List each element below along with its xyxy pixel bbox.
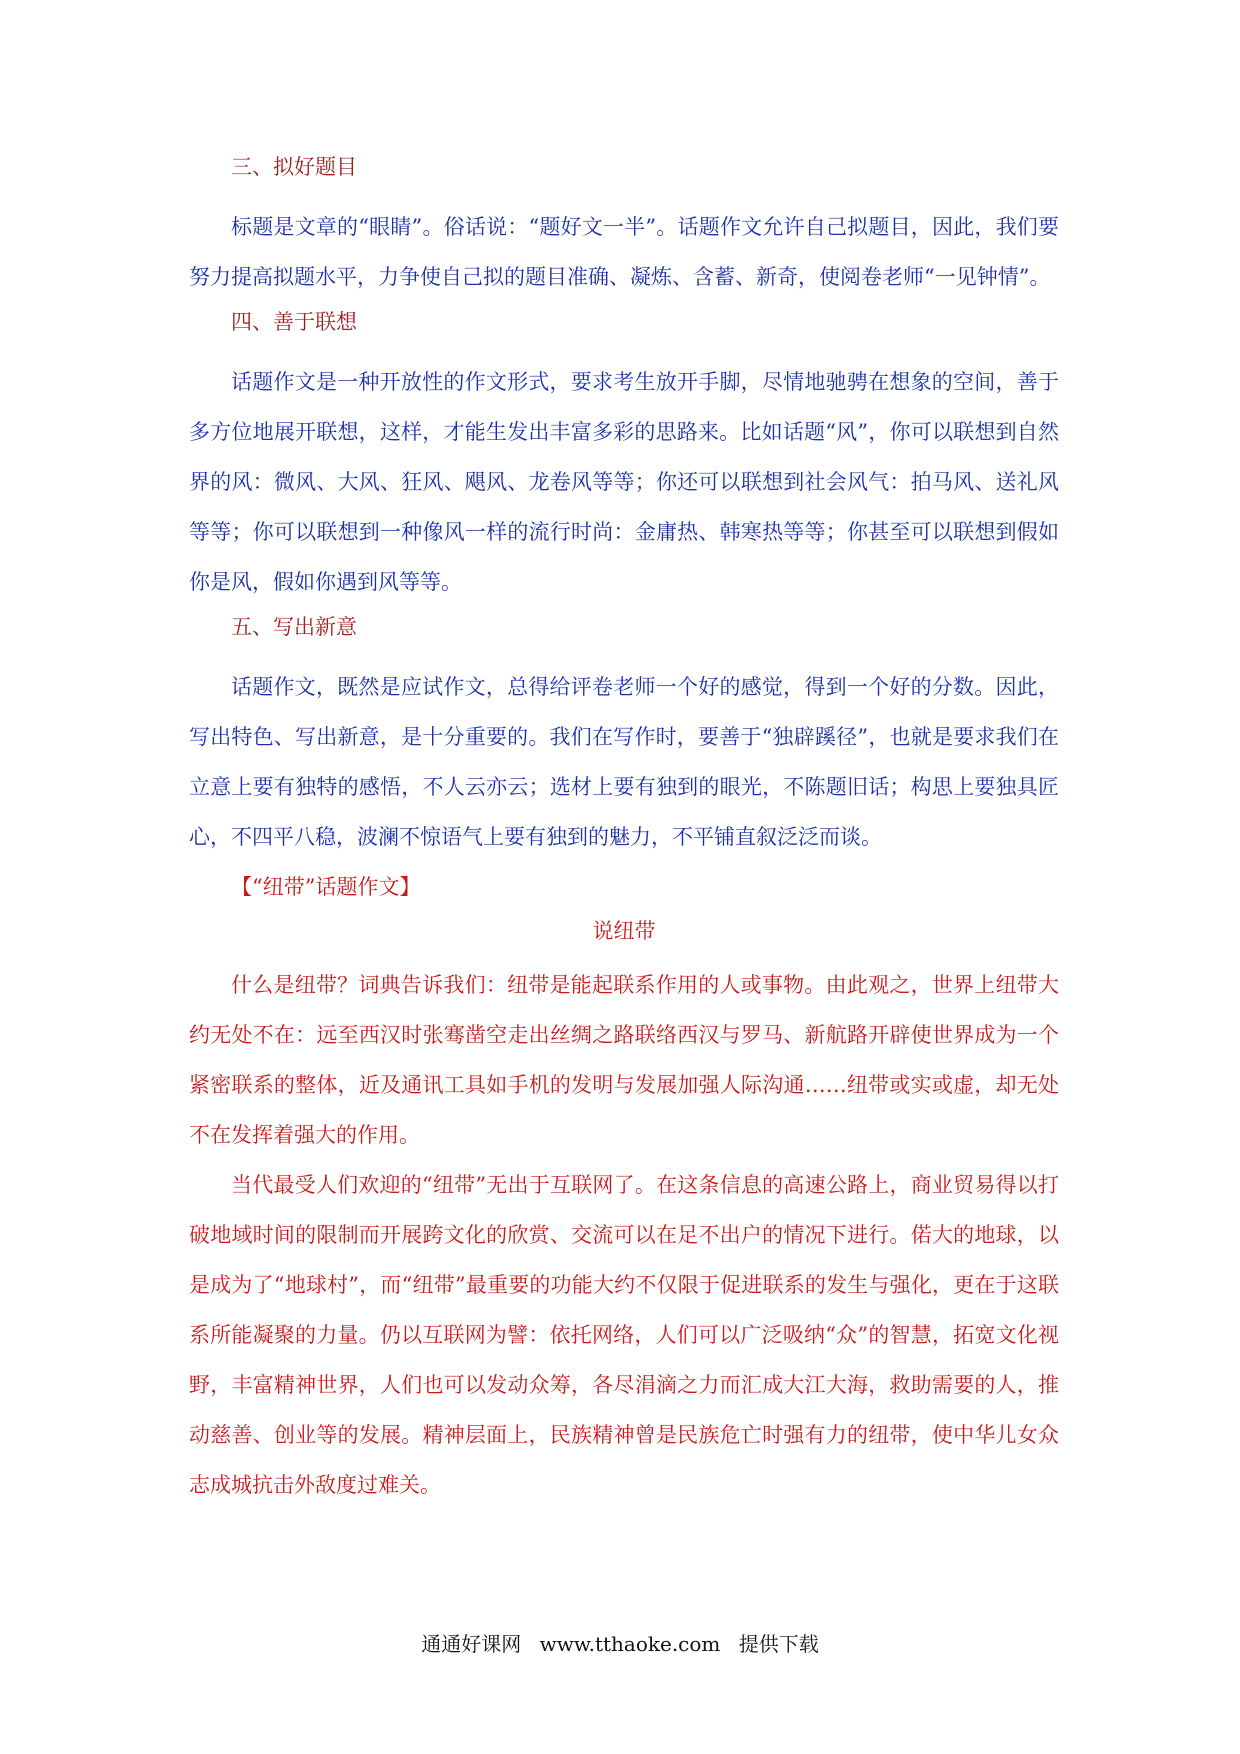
page-footer bbox=[0, 1630, 1240, 1658]
footer-site-name: 通通好课网 bbox=[421, 1632, 522, 1656]
essay-paragraph: 什么是纽带？词典告诉我们：纽带是能起联系作用的人或事物。由此观之，世界上纽带大约无处不在：远至西汉时张骞凿空走出丝绸之路联络西汉与罗马、新航路开辟使世界成为一个紧密联系的整体，近及通讯工具如手机的发明与发展加强人际沟通……纽带或实或虚，却无处不在发挥着强大的作用。 bbox=[189, 973, 1059, 1147]
section-paragraph: 标题是文章的“眼睛”。俗话说：“题好文一半”。话题作文允许自己拟题目，因此，我们要努力提高拟题水平，力争使自己拟的题目准确、凝炼、含蓄、新奇，使阅卷老师“一见钟情”。 bbox=[189, 215, 1059, 289]
section-association bbox=[189, 307, 1059, 607]
section-paragraph: 话题作文是一种开放性的作文形式，要求考生放开手脚，尽情地驰骋在想象的空间，善于多方位地展开联想，这样，才能生发出丰富多彩的思路来。比如话题“风”，你可以联想到自然界的风：微风、大风、狂风、飓风、龙卷风等等；你还可以联想到社会风气：拍马风、送礼风等等；你可以联想到一种像风一样的流行时尚：金庸热、韩寒热等等；你甚至可以联想到假如你是风，假如你遇到风等等。 bbox=[189, 370, 1059, 594]
footer-suffix: 提供下载 bbox=[738, 1632, 819, 1656]
document-body bbox=[189, 152, 1059, 1510]
section-paragraph: 话题作文，既然是应试作文，总得给评卷老师一个好的感觉，得到一个好的分数。因此，写出特色、写出新意，是十分重要的。我们在写作时，要善于“独辟蹊径”，也就是要求我们在立意上要有独特的感悟，不人云亦云；选材上要有独到的眼光，不陈题旧话；构思上要独具匠心，不四平八稳，波澜不惊语气上要有独到的魅力，不平铺直叙泛泛而谈。 bbox=[189, 675, 1059, 849]
essay bbox=[189, 872, 1059, 1510]
section-nigood-title bbox=[189, 152, 1059, 302]
essay-title: 说纽带 bbox=[592, 919, 656, 943]
section-new-ideas bbox=[189, 612, 1059, 862]
section-heading: 五、写出新意 bbox=[231, 615, 357, 639]
footer-url[interactable]: www.tthaoke.com bbox=[539, 1632, 721, 1656]
essay-paragraph: 当代最受人们欢迎的“纽带”无出于互联网了。在这条信息的高速公路上，商业贸易得以打破地域时间的限制而开展跨文化的欣赏、交流可以在足不出户的情况下进行。偌大的地球，以是成为了“地球村”，而“纽带”最重要的功能大约不仅限于促进联系的发生与强化，更在于这联系所能凝聚的力量。仍以互联网为譬：依托网络，人们可以广泛吸纳“众”的智慧，拓宽文化视野，丰富精神世界，人们也可以发动众筹，各尽涓滴之力而汇成大江大海，救助需要的人，推动慈善、创业等的发展。精神层面上，民族精神曾是民族危亡时强有力的纽带，使中华儿女众志成城抗击外敌度过难关。 bbox=[189, 1173, 1059, 1497]
essay-tag: 【“纽带”话题作文】 bbox=[231, 875, 421, 899]
section-heading: 四、善于联想 bbox=[231, 310, 357, 334]
section-heading: 三、拟好题目 bbox=[231, 155, 357, 179]
